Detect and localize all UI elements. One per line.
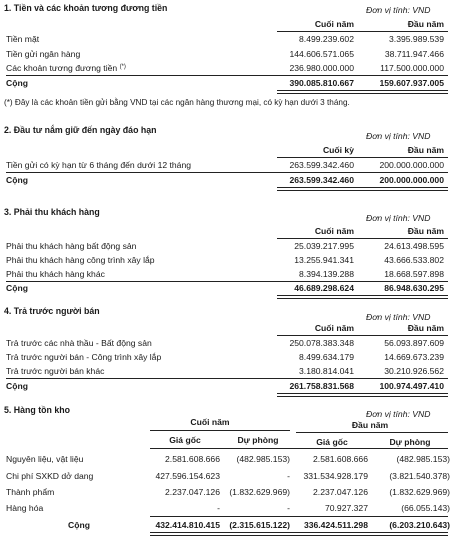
section-2-title: 2. Đầu tư nắm giữ đến ngày đáo hạn [4, 125, 157, 135]
section-1-title: 1. Tiền và các khoản tương đương tiền [4, 3, 168, 13]
s4-col-header-end: Cuối năm [314, 323, 354, 333]
s5-cell: 70.927.327 [324, 503, 368, 513]
s1-total-end: 390.085.810.667 [289, 78, 354, 88]
s5-cell: (482.985.153) [236, 454, 290, 464]
divider [277, 157, 448, 158]
s5-cell: 2.237.047.126 [313, 487, 368, 497]
s5-cell: 331.534.928.179 [303, 471, 368, 481]
unit-label: Đơn vị tính: VND [366, 409, 431, 419]
s1-total-begin: 159.607.937.005 [379, 78, 444, 88]
footnote-mark: (*) [119, 64, 126, 70]
divider [6, 378, 448, 379]
s5-total-cell: 432.414.810.415 [155, 520, 220, 530]
divider [150, 516, 448, 517]
s5-cell: - [287, 503, 290, 513]
divider [277, 31, 448, 32]
s5-row-label: Chi phí SXKD dở dang [6, 471, 94, 481]
s2-row-value-end: 263.599.342.460 [289, 160, 354, 170]
section-3-title: 3. Phải thu khách hàng [4, 207, 100, 217]
section-5-title: 5. Hàng tồn kho [4, 405, 70, 415]
s3-row-label: Phải thu khách hàng công trình xây lắp [6, 255, 155, 265]
divider [150, 448, 448, 449]
s1-row-value-end: 144.606.571.065 [289, 49, 354, 59]
s3-total-begin: 86.948.630.295 [384, 283, 444, 293]
s5-cell: (1.832.629.969) [389, 487, 450, 497]
s5-sub-header: Dự phòng [237, 435, 279, 445]
unit-label: Đơn vị tính: VND [366, 312, 431, 322]
s1-row-value-begin: 117.500.000.000 [380, 63, 444, 73]
s5-row-label: Thành phẩm [6, 487, 55, 497]
s5-total-cell: (2.315.615.122) [229, 520, 290, 530]
s2-total-end: 263.599.342.460 [289, 175, 354, 185]
double-underline [277, 187, 448, 191]
divider [150, 430, 290, 431]
s4-row-label: Trả trước người bán - Công trình xây lắp [6, 352, 162, 362]
s5-cell: 2.237.047.126 [165, 487, 220, 497]
s3-total-end: 46.689.298.624 [294, 283, 354, 293]
s1-row-value-end: 8.499.239.602 [299, 34, 354, 44]
s1-row-label [6, 64, 126, 73]
s5-cell: (3.821.540.378) [389, 471, 450, 481]
s5-cell: 2.581.608.666 [313, 454, 368, 464]
s4-total-begin: 100.974.497.410 [379, 381, 444, 391]
s2-col-header-end: Cuối kỳ [322, 145, 354, 155]
s5-cell: - [287, 471, 290, 481]
s3-row-label: Phải thu khách hàng bất động sản [6, 241, 137, 251]
s1-total-label: Cộng [6, 78, 28, 88]
s1-col-header-end: Cuối năm [314, 19, 354, 29]
s4-row-value-end: 8.499.634.179 [299, 352, 354, 362]
s1-row-label: Tiền gửi ngân hàng [6, 49, 81, 59]
s3-col-header-end: Cuối năm [314, 226, 354, 236]
divider [6, 75, 448, 76]
s2-total-label: Cộng [6, 175, 28, 185]
s5-cell: 427.596.154.623 [155, 471, 220, 481]
s4-row-value-end: 3.180.814.041 [299, 366, 354, 376]
s5-row-label: Nguyên liệu, vật liệu [6, 454, 84, 464]
s5-total-cell: 336.424.511.298 [303, 520, 368, 530]
s2-row-value-begin: 200.000.000.000 [379, 160, 444, 170]
s4-row-value-begin: 14.669.673.239 [384, 352, 444, 362]
s5-cell: (482.985.153) [396, 454, 450, 464]
s5-cell: 2.581.608.666 [165, 454, 220, 464]
s4-row-value-begin: 56.093.897.609 [384, 338, 444, 348]
s1-footnote: (*) Đây là các khoản tiền gửi bằng VND tại các ngân hàng thương mại, có kỳ hạn dưới 3 tháng. [4, 98, 350, 107]
s4-row-label: Trả trước các nhà thầu - Bất động sản [6, 338, 152, 348]
s3-row-value-end: 8.394.139.288 [299, 269, 354, 279]
s3-row-value-begin: 24.613.498.595 [384, 241, 444, 251]
s3-row-value-end: 25.039.217.995 [294, 241, 354, 251]
section-4-title: 4. Trả trước người bán [4, 306, 100, 316]
s5-group-header-end: Cuối năm [190, 417, 230, 427]
s3-row-value-end: 13.255.941.341 [294, 255, 354, 265]
s4-col-header-begin: Đầu năm [407, 323, 444, 333]
s5-group-header-begin: Đầu năm [351, 420, 389, 430]
s1-row-value-begin: 38.711.947.466 [384, 49, 444, 59]
double-underline [277, 295, 448, 299]
divider [296, 432, 448, 433]
s3-total-label: Cộng [6, 283, 28, 293]
s4-row-label: Trả trước người bán khác [6, 366, 105, 376]
s5-total-cell: (6.203.210.643) [389, 520, 450, 530]
s5-cell: - [217, 503, 220, 513]
s3-row-label: Phải thu khách hàng khác [6, 269, 105, 279]
s2-row-label: Tiền gửi có kỳ hạn từ 6 tháng đến dưới 12 tháng [6, 160, 192, 170]
s4-row-value-begin: 30.210.926.562 [384, 366, 444, 376]
divider [6, 281, 448, 282]
divider [6, 172, 448, 173]
s1-row-value-begin: 3.395.989.539 [389, 34, 444, 44]
divider [277, 335, 448, 336]
unit-label: Đơn vị tính: VND [366, 131, 431, 141]
unit-label: Đơn vị tính: VND [366, 5, 431, 15]
divider [277, 238, 448, 239]
double-underline [150, 532, 448, 536]
s1-row-label: Tiền mặt [6, 34, 40, 44]
double-underline [277, 393, 448, 397]
double-underline [277, 90, 448, 94]
s3-col-header-begin: Đầu năm [407, 226, 444, 236]
s3-row-value-begin: 18.668.597.898 [384, 269, 444, 279]
unit-label: Đơn vị tính: VND [366, 213, 431, 223]
s1-col-header-begin: Đầu năm [407, 19, 444, 29]
s5-cell: (1.832.629.969) [229, 487, 290, 497]
s5-sub-header: Giá gốc [316, 437, 348, 447]
s2-col-header-begin: Đầu năm [407, 145, 444, 155]
s1-row-value-end: 236.980.000.000 [289, 63, 354, 73]
s5-total-label: Cộng [68, 520, 90, 530]
s4-total-label: Cộng [6, 381, 28, 391]
s4-row-value-end: 250.078.383.348 [289, 338, 354, 348]
s5-cell: (66.055.143) [401, 503, 450, 513]
s4-total-end: 261.758.831.568 [289, 381, 354, 391]
s3-row-value-begin: 43.666.533.802 [384, 255, 444, 265]
s2-total-begin: 200.000.000.000 [379, 175, 444, 185]
s5-sub-header: Dự phòng [389, 437, 431, 447]
s1-row-label-text: Các khoản tương đương tiền [6, 63, 118, 73]
s5-row-label: Hàng hóa [6, 503, 44, 513]
s5-sub-header: Giá gốc [169, 435, 201, 445]
